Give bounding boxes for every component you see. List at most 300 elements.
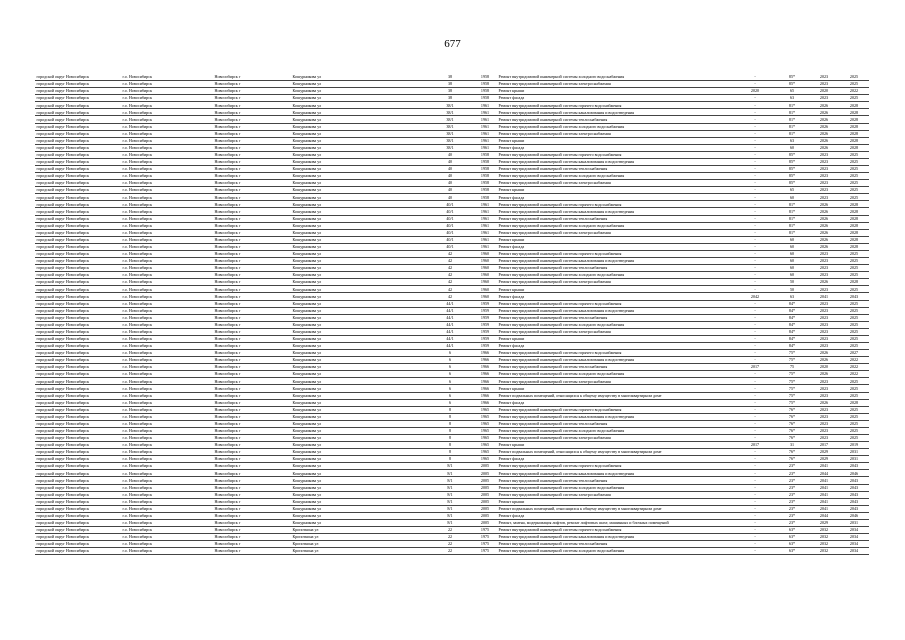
last-repair-year-cell: - xyxy=(735,434,775,441)
repair-schedule-table xyxy=(35,74,869,555)
wear-percent-cell: 60 xyxy=(775,144,809,151)
municipality-cell: г.о. Новосибирск xyxy=(121,463,213,470)
work-type-cell: Ремонт фасада xyxy=(497,243,735,250)
end-year-cell: 2025 xyxy=(839,166,869,173)
municipal-district-cell: городской округ Новосибирск xyxy=(35,491,121,498)
settlement-cell: Новосибирск г xyxy=(213,314,291,321)
start-year-cell: 2023 xyxy=(809,413,839,420)
municipality-cell: г.о. Новосибирск xyxy=(121,222,213,229)
wear-percent-cell: 63 xyxy=(775,293,809,300)
last-repair-year-cell: - xyxy=(735,243,775,250)
start-year-cell: 2032 xyxy=(809,527,839,534)
start-year-cell: 2026 xyxy=(809,123,839,130)
municipality-cell: г.о. Новосибирск xyxy=(121,293,213,300)
work-type-cell: Ремонт внутридомовой инженерной системы теплоснабжения xyxy=(497,265,735,272)
start-year-cell: 2026 xyxy=(809,350,839,357)
municipality-cell: г.о. Новосибирск xyxy=(121,88,213,95)
house-number-cell: 44/1 xyxy=(427,335,473,342)
street-cell: Кошурникова ул xyxy=(291,293,427,300)
settlement-cell: Новосибирск г xyxy=(213,307,291,314)
table-row xyxy=(35,95,869,102)
settlement-cell: Новосибирск г xyxy=(213,491,291,498)
settlement-cell: Новосибирск г xyxy=(213,243,291,250)
table-row xyxy=(35,484,869,491)
work-type-cell: Ремонт внутридомовой инженерной системы горячего водоснабжения xyxy=(497,300,735,307)
municipal-district-cell: городской округ Новосибирск xyxy=(35,484,121,491)
house-number-cell: 40 xyxy=(427,187,473,194)
end-year-cell: 2028 xyxy=(839,279,869,286)
build-year-cell: 2005 xyxy=(473,470,497,477)
work-type-cell: Ремонт крыши xyxy=(497,498,735,505)
build-year-cell: 1961 xyxy=(473,229,497,236)
work-type-cell: Ремонт крыши xyxy=(497,286,735,293)
start-year-cell: 2026 xyxy=(809,201,839,208)
last-repair-year-cell: - xyxy=(735,250,775,257)
municipal-district-cell: городской округ Новосибирск xyxy=(35,519,121,526)
house-number-cell: 8 xyxy=(427,427,473,434)
house-number-cell: 22 xyxy=(427,527,473,534)
start-year-cell: 2032 xyxy=(809,534,839,541)
build-year-cell: 1966 xyxy=(473,350,497,357)
table-row xyxy=(35,265,869,272)
settlement-cell: Новосибирск г xyxy=(213,392,291,399)
end-year-cell: 2022 xyxy=(839,371,869,378)
table-row xyxy=(35,293,869,300)
house-number-cell: 40 xyxy=(427,158,473,165)
wear-percent-cell: 76* xyxy=(775,420,809,427)
last-repair-year-cell: - xyxy=(735,208,775,215)
wear-percent-cell: 60 xyxy=(775,243,809,250)
end-year-cell: 2028 xyxy=(839,123,869,130)
last-repair-year-cell: - xyxy=(735,194,775,201)
street-cell: Кошурникова ул xyxy=(291,477,427,484)
start-year-cell: 2041 xyxy=(809,293,839,300)
work-type-cell: Ремонт внутридомовой инженерной системы канализования и водоотведения xyxy=(497,357,735,364)
wear-percent-cell: 63* xyxy=(775,534,809,541)
last-repair-year-cell: - xyxy=(735,229,775,236)
work-type-cell: Ремонт крыши xyxy=(497,442,735,449)
municipal-district-cell: городской округ Новосибирск xyxy=(35,272,121,279)
street-cell: Кошурникова ул xyxy=(291,463,427,470)
end-year-cell: 2031 xyxy=(839,449,869,456)
work-type-cell: Ремонт крыши xyxy=(497,335,735,342)
end-year-cell: 2025 xyxy=(839,187,869,194)
start-year-cell: 2023 xyxy=(809,74,839,81)
end-year-cell: 2025 xyxy=(839,335,869,342)
end-year-cell: 2025 xyxy=(839,434,869,441)
settlement-cell: Новосибирск г xyxy=(213,144,291,151)
municipality-cell: г.о. Новосибирск xyxy=(121,81,213,88)
start-year-cell: 2032 xyxy=(809,548,839,555)
municipal-district-cell: городской округ Новосибирск xyxy=(35,328,121,335)
settlement-cell: Новосибирск г xyxy=(213,137,291,144)
settlement-cell: Новосибирск г xyxy=(213,300,291,307)
table-row xyxy=(35,180,869,187)
last-repair-year-cell: - xyxy=(735,406,775,413)
last-repair-year-cell: - xyxy=(735,541,775,548)
house-number-cell: 6 xyxy=(427,371,473,378)
wear-percent-cell: 23* xyxy=(775,477,809,484)
work-type-cell: Ремонт внутридомовой инженерной системы электроснабжения xyxy=(497,130,735,137)
end-year-cell: 2028 xyxy=(839,144,869,151)
build-year-cell: 1966 xyxy=(473,357,497,364)
table-row xyxy=(35,463,869,470)
municipality-cell: г.о. Новосибирск xyxy=(121,427,213,434)
street-cell: Кошурникова ул xyxy=(291,208,427,215)
municipal-district-cell: городской округ Новосибирск xyxy=(35,427,121,434)
municipal-district-cell: городской округ Новосибирск xyxy=(35,116,121,123)
municipality-cell: г.о. Новосибирск xyxy=(121,166,213,173)
work-type-cell: Ремонт фасада xyxy=(497,399,735,406)
house-number-cell: 40/1 xyxy=(427,215,473,222)
end-year-cell: 2031 xyxy=(839,456,869,463)
wear-percent-cell: 23* xyxy=(775,463,809,470)
municipal-district-cell: городской округ Новосибирск xyxy=(35,222,121,229)
end-year-cell: 2046 xyxy=(839,512,869,519)
municipality-cell: г.о. Новосибирск xyxy=(121,491,213,498)
start-year-cell: 2026 xyxy=(809,399,839,406)
last-repair-year-cell: - xyxy=(735,350,775,357)
work-type-cell: Ремонт внутридомовой инженерной системы канализования и водоотведения xyxy=(497,258,735,265)
start-year-cell: 2023 xyxy=(809,427,839,434)
municipal-district-cell: городской округ Новосибирск xyxy=(35,286,121,293)
wear-percent-cell: 60 xyxy=(775,194,809,201)
street-cell: Кошурникова ул xyxy=(291,392,427,399)
table-row xyxy=(35,378,869,385)
municipal-district-cell: городской округ Новосибирск xyxy=(35,371,121,378)
municipal-district-cell: городской округ Новосибирск xyxy=(35,385,121,392)
street-cell: Кошурникова ул xyxy=(291,222,427,229)
build-year-cell: 1958 xyxy=(473,173,497,180)
house-number-cell: 8/1 xyxy=(427,484,473,491)
build-year-cell: 1960 xyxy=(473,286,497,293)
wear-percent-cell: 81* xyxy=(775,229,809,236)
street-cell: Кошурникова ул xyxy=(291,519,427,526)
municipality-cell: г.о. Новосибирск xyxy=(121,215,213,222)
municipality-cell: г.о. Новосибирск xyxy=(121,74,213,81)
build-year-cell: 1961 xyxy=(473,116,497,123)
last-repair-year-cell: - xyxy=(735,399,775,406)
wear-percent-cell: 75* xyxy=(775,392,809,399)
build-year-cell: 2005 xyxy=(473,463,497,470)
start-year-cell: 2041 xyxy=(809,477,839,484)
settlement-cell: Новосибирск г xyxy=(213,519,291,526)
end-year-cell: 2043 xyxy=(839,505,869,512)
build-year-cell: 1961 xyxy=(473,130,497,137)
build-year-cell: 2005 xyxy=(473,491,497,498)
house-number-cell: 38 xyxy=(427,81,473,88)
settlement-cell: Новосибирск г xyxy=(213,95,291,102)
municipal-district-cell: городской округ Новосибирск xyxy=(35,434,121,441)
last-repair-year-cell: - xyxy=(735,385,775,392)
municipal-district-cell: городской округ Новосибирск xyxy=(35,258,121,265)
build-year-cell: 1960 xyxy=(473,265,497,272)
work-type-cell: Ремонт внутридомовой инженерной системы горячего водоснабжения xyxy=(497,527,735,534)
wear-percent-cell: 75* xyxy=(775,371,809,378)
last-repair-year-cell: - xyxy=(735,123,775,130)
settlement-cell: Новосибирск г xyxy=(213,541,291,548)
build-year-cell: 1965 xyxy=(473,456,497,463)
street-cell: Кропоткина ул xyxy=(291,527,427,534)
wear-percent-cell: 23* xyxy=(775,484,809,491)
house-number-cell: 38/1 xyxy=(427,130,473,137)
end-year-cell: 2025 xyxy=(839,95,869,102)
municipality-cell: г.о. Новосибирск xyxy=(121,243,213,250)
last-repair-year-cell: - xyxy=(735,102,775,109)
table-row xyxy=(35,498,869,505)
street-cell: Кошурникова ул xyxy=(291,321,427,328)
house-number-cell: 6 xyxy=(427,399,473,406)
start-year-cell: 2029 xyxy=(809,519,839,526)
street-cell: Кошурникова ул xyxy=(291,442,427,449)
last-repair-year-cell: - xyxy=(735,187,775,194)
settlement-cell: Новосибирск г xyxy=(213,81,291,88)
municipality-cell: г.о. Новосибирск xyxy=(121,357,213,364)
house-number-cell: 6 xyxy=(427,378,473,385)
start-year-cell: 2041 xyxy=(809,498,839,505)
municipal-district-cell: городской округ Новосибирск xyxy=(35,449,121,456)
table-row xyxy=(35,116,869,123)
start-year-cell: 2023 xyxy=(809,420,839,427)
wear-percent-cell: 75* xyxy=(775,350,809,357)
table-row xyxy=(35,527,869,534)
street-cell: Кошурникова ул xyxy=(291,250,427,257)
build-year-cell: 1965 xyxy=(473,434,497,441)
municipal-district-cell: городской округ Новосибирск xyxy=(35,541,121,548)
build-year-cell: 1975 xyxy=(473,527,497,534)
end-year-cell: 2025 xyxy=(839,328,869,335)
end-year-cell: 2025 xyxy=(839,342,869,349)
house-number-cell: 6 xyxy=(427,350,473,357)
street-cell: Кошурникова ул xyxy=(291,116,427,123)
last-repair-year-cell: - xyxy=(735,258,775,265)
last-repair-year-cell: - xyxy=(735,151,775,158)
settlement-cell: Новосибирск г xyxy=(213,477,291,484)
work-type-cell: Ремонт внутридомовой инженерной системы холодного водоснабжения xyxy=(497,74,735,81)
work-type-cell: Ремонт крыши xyxy=(497,187,735,194)
start-year-cell: 2023 xyxy=(809,258,839,265)
last-repair-year-cell: - xyxy=(735,463,775,470)
street-cell: Кошурникова ул xyxy=(291,229,427,236)
end-year-cell: 2025 xyxy=(839,180,869,187)
street-cell: Кошурникова ул xyxy=(291,109,427,116)
start-year-cell: 2026 xyxy=(809,243,839,250)
municipal-district-cell: городской округ Новосибирск xyxy=(35,88,121,95)
street-cell: Кошурникова ул xyxy=(291,102,427,109)
last-repair-year-cell: - xyxy=(735,180,775,187)
end-year-cell: 2043 xyxy=(839,293,869,300)
end-year-cell: 2043 xyxy=(839,498,869,505)
municipality-cell: г.о. Новосибирск xyxy=(121,137,213,144)
settlement-cell: Новосибирск г xyxy=(213,534,291,541)
wear-percent-cell: 84* xyxy=(775,335,809,342)
end-year-cell: 2025 xyxy=(839,74,869,81)
settlement-cell: Новосибирск г xyxy=(213,427,291,434)
house-number-cell: 22 xyxy=(427,541,473,548)
house-number-cell: 38/1 xyxy=(427,144,473,151)
settlement-cell: Новосибирск г xyxy=(213,321,291,328)
house-number-cell: 40 xyxy=(427,151,473,158)
work-type-cell: Ремонт крыши xyxy=(497,236,735,243)
build-year-cell: 1958 xyxy=(473,194,497,201)
house-number-cell: 38/1 xyxy=(427,102,473,109)
street-cell: Кошурникова ул xyxy=(291,378,427,385)
table-row xyxy=(35,166,869,173)
municipal-district-cell: городской округ Новосибирск xyxy=(35,180,121,187)
municipality-cell: г.о. Новосибирск xyxy=(121,350,213,357)
start-year-cell: 2023 xyxy=(809,173,839,180)
street-cell: Кошурникова ул xyxy=(291,484,427,491)
table-row xyxy=(35,399,869,406)
work-type-cell: Ремонт внутридомовой инженерной системы электроснабжения xyxy=(497,378,735,385)
municipal-district-cell: городской округ Новосибирск xyxy=(35,442,121,449)
table-row xyxy=(35,519,869,526)
last-repair-year-cell: - xyxy=(735,321,775,328)
work-type-cell: Ремонт внутридомовой инженерной системы горячего водоснабжения xyxy=(497,250,735,257)
settlement-cell: Новосибирск г xyxy=(213,434,291,441)
last-repair-year-cell: - xyxy=(735,449,775,456)
wear-percent-cell: 23* xyxy=(775,470,809,477)
work-type-cell: Ремонт внутридомовой инженерной системы электроснабжения xyxy=(497,491,735,498)
street-cell: Кропоткина ул xyxy=(291,534,427,541)
wear-percent-cell: 63* xyxy=(775,541,809,548)
end-year-cell: 2028 xyxy=(839,243,869,250)
wear-percent-cell: 81* xyxy=(775,109,809,116)
table-row xyxy=(35,385,869,392)
settlement-cell: Новосибирск г xyxy=(213,293,291,300)
end-year-cell: 2025 xyxy=(839,392,869,399)
settlement-cell: Новосибирск г xyxy=(213,222,291,229)
house-number-cell: 40 xyxy=(427,194,473,201)
municipal-district-cell: городской округ Новосибирск xyxy=(35,208,121,215)
start-year-cell: 2026 xyxy=(809,279,839,286)
build-year-cell: 1975 xyxy=(473,534,497,541)
municipal-district-cell: городской округ Новосибирск xyxy=(35,463,121,470)
build-year-cell: 1959 xyxy=(473,321,497,328)
end-year-cell: 2027 xyxy=(839,350,869,357)
table-row xyxy=(35,158,869,165)
municipality-cell: г.о. Новосибирск xyxy=(121,236,213,243)
municipal-district-cell: городской округ Новосибирск xyxy=(35,215,121,222)
street-cell: Кошурникова ул xyxy=(291,215,427,222)
end-year-cell: 2028 xyxy=(839,109,869,116)
municipal-district-cell: городской округ Новосибирск xyxy=(35,392,121,399)
table-row xyxy=(35,548,869,555)
street-cell: Кошурникова ул xyxy=(291,420,427,427)
start-year-cell: 2026 xyxy=(809,137,839,144)
street-cell: Кошурникова ул xyxy=(291,144,427,151)
house-number-cell: 38/1 xyxy=(427,109,473,116)
settlement-cell: Новосибирск г xyxy=(213,265,291,272)
street-cell: Кошурникова ул xyxy=(291,434,427,441)
settlement-cell: Новосибирск г xyxy=(213,279,291,286)
end-year-cell: 2034 xyxy=(839,548,869,555)
table-row xyxy=(35,130,869,137)
end-year-cell: 2025 xyxy=(839,81,869,88)
street-cell: Кошурникова ул xyxy=(291,427,427,434)
end-year-cell: 2028 xyxy=(839,116,869,123)
municipality-cell: г.о. Новосибирск xyxy=(121,194,213,201)
street-cell: Кошурникова ул xyxy=(291,498,427,505)
start-year-cell: 2023 xyxy=(809,158,839,165)
municipality-cell: г.о. Новосибирск xyxy=(121,342,213,349)
municipal-district-cell: городской округ Новосибирск xyxy=(35,527,121,534)
settlement-cell: Новосибирск г xyxy=(213,364,291,371)
wear-percent-cell: 60 xyxy=(775,272,809,279)
municipality-cell: г.о. Новосибирск xyxy=(121,208,213,215)
settlement-cell: Новосибирск г xyxy=(213,335,291,342)
municipality-cell: г.о. Новосибирск xyxy=(121,420,213,427)
start-year-cell: 2023 xyxy=(809,335,839,342)
end-year-cell: 2043 xyxy=(839,477,869,484)
municipality-cell: г.о. Новосибирск xyxy=(121,314,213,321)
municipal-district-cell: городской округ Новосибирск xyxy=(35,314,121,321)
table-row xyxy=(35,74,869,81)
house-number-cell: 8/1 xyxy=(427,470,473,477)
build-year-cell: 1961 xyxy=(473,144,497,151)
house-number-cell: 8 xyxy=(427,434,473,441)
municipal-district-cell: городской округ Новосибирск xyxy=(35,307,121,314)
settlement-cell: Новосибирск г xyxy=(213,470,291,477)
municipal-district-cell: городской округ Новосибирск xyxy=(35,399,121,406)
table-row xyxy=(35,81,869,88)
work-type-cell: Ремонт внутридомовой инженерной системы холодного водоснабжения xyxy=(497,272,735,279)
wear-percent-cell: 63 xyxy=(775,95,809,102)
wear-percent-cell: 81* xyxy=(775,208,809,215)
work-type-cell: Ремонт внутридомовой инженерной системы холодного водоснабжения xyxy=(497,427,735,434)
work-type-cell: Ремонт внутридомовой инженерной системы электроснабжения xyxy=(497,328,735,335)
last-repair-year-cell: - xyxy=(735,158,775,165)
municipality-cell: г.о. Новосибирск xyxy=(121,399,213,406)
start-year-cell: 2032 xyxy=(809,541,839,548)
build-year-cell: 1966 xyxy=(473,399,497,406)
table-row xyxy=(35,350,869,357)
settlement-cell: Новосибирск г xyxy=(213,173,291,180)
house-number-cell: 8 xyxy=(427,442,473,449)
settlement-cell: Новосибирск г xyxy=(213,371,291,378)
last-repair-year-cell: - xyxy=(735,109,775,116)
wear-percent-cell: 84* xyxy=(775,300,809,307)
settlement-cell: Новосибирск г xyxy=(213,399,291,406)
wear-percent-cell: 76* xyxy=(775,449,809,456)
wear-percent-cell: 23* xyxy=(775,505,809,512)
last-repair-year-cell: - xyxy=(735,420,775,427)
municipal-district-cell: городской округ Новосибирск xyxy=(35,505,121,512)
settlement-cell: Новосибирск г xyxy=(213,527,291,534)
work-type-cell: Ремонт внутридомовой инженерной системы горячего водоснабжения xyxy=(497,350,735,357)
municipality-cell: г.о. Новосибирск xyxy=(121,470,213,477)
wear-percent-cell: 85* xyxy=(775,74,809,81)
house-number-cell: 42 xyxy=(427,250,473,257)
settlement-cell: Новосибирск г xyxy=(213,272,291,279)
start-year-cell: 2023 xyxy=(809,265,839,272)
end-year-cell: 2028 xyxy=(839,208,869,215)
settlement-cell: Новосибирск г xyxy=(213,250,291,257)
settlement-cell: Новосибирск г xyxy=(213,512,291,519)
municipality-cell: г.о. Новосибирск xyxy=(121,484,213,491)
table-row xyxy=(35,229,869,236)
street-cell: Кошурникова ул xyxy=(291,300,427,307)
wear-percent-cell: 76* xyxy=(775,456,809,463)
wear-percent-cell: 85* xyxy=(775,81,809,88)
work-type-cell: Ремонт внутридомовой инженерной системы теплоснабжения xyxy=(497,215,735,222)
municipal-district-cell: городской округ Новосибирск xyxy=(35,166,121,173)
build-year-cell: 1961 xyxy=(473,137,497,144)
end-year-cell: 2034 xyxy=(839,541,869,548)
municipality-cell: г.о. Новосибирск xyxy=(121,321,213,328)
end-year-cell: 2025 xyxy=(839,173,869,180)
table-row xyxy=(35,236,869,243)
